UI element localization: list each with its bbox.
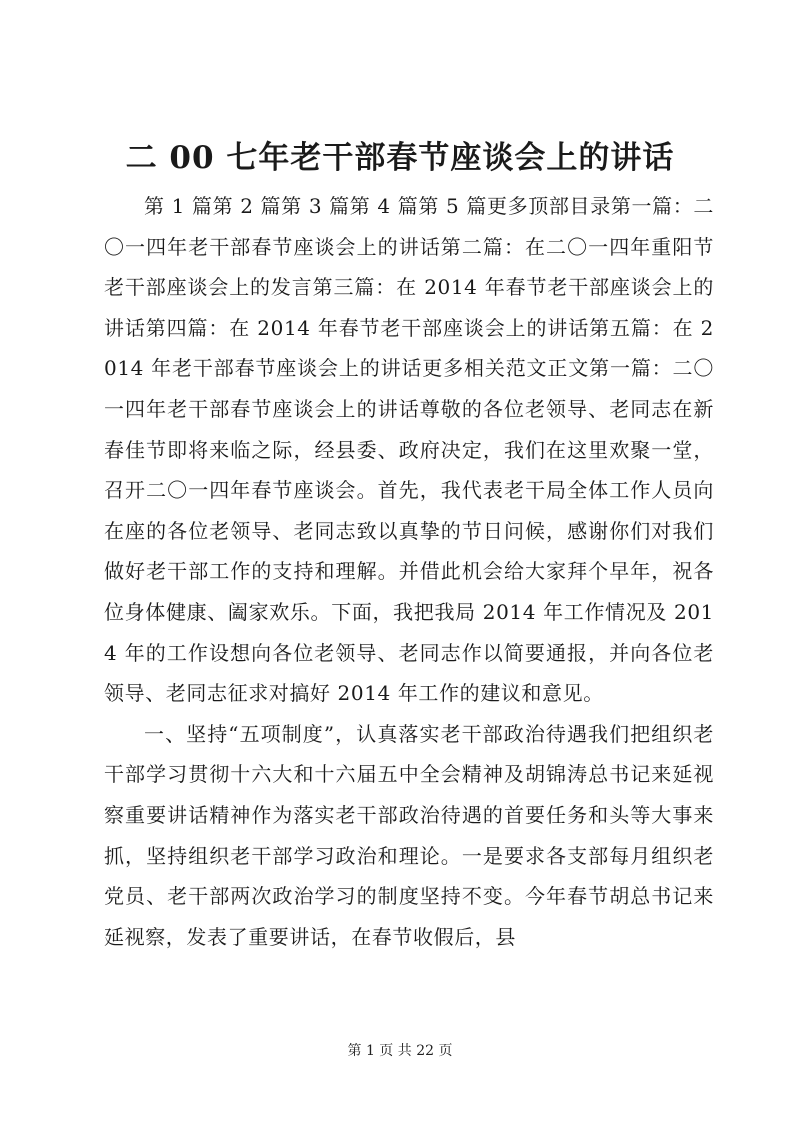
page-footer: 第 1 页 共 22 页 (347, 1043, 453, 1059)
document-body (104, 186, 714, 957)
document-title: 二 00 七年老干部春节座谈会上的讲话 (125, 140, 675, 176)
body-paragraph-2: 一、坚持“五项制度”，认真落实老干部政治待遇我们把组织老干部学习贯彻十六大和十六届五中全会精神及胡锦涛总书记来延视察重要讲话精神作为落实老干部政治待遇的首要任务和头等大事来抓，坚持组织老干部学习政治和理论。一是要求各支部每月组织老党员、老干部两次政治学习的制度坚持不变。今年春节胡总书记来延视察，发表了重要讲话，在春节收假后，县 (104, 721, 714, 949)
body-paragraph-1: 第 1 篇第 2 篇第 3 篇第 4 篇第 5 篇更多顶部目录第一篇：二〇一四年老干部春节座谈会上的讲话第二篇：在二〇一四年重阳节老干部座谈会上的发言第三篇：在 2014 年春节老干部座谈会上的讲话第四篇：在 2014 年春节老干部座谈会上的讲话第五篇：在 2014 年老干部春节座谈会上的讲话更多相关范文正文第一篇：二〇一四年老干部春节座谈会上的讲话尊敬的各位老领导、老同志在新春佳节即将来临之际，经县委、政府决定，我们在这里欢聚一堂，召开二〇一四年春节座谈会。首先，我代表老干局全体工作人员向在座的各位老领导、老同志致以真挚的节日问候，感谢你们对我们做好老干部工作的支持和理解。并借此机会给大家拜个早年，祝各位身体健康、阖家欢乐。下面，我把我局 2014 年工作情况及 2014 年的工作设想向各位老领导、老同志作以简要通报，并向各位老领导、老同志征求对搞好 2014 年工作的建议和意见。 (104, 194, 714, 706)
